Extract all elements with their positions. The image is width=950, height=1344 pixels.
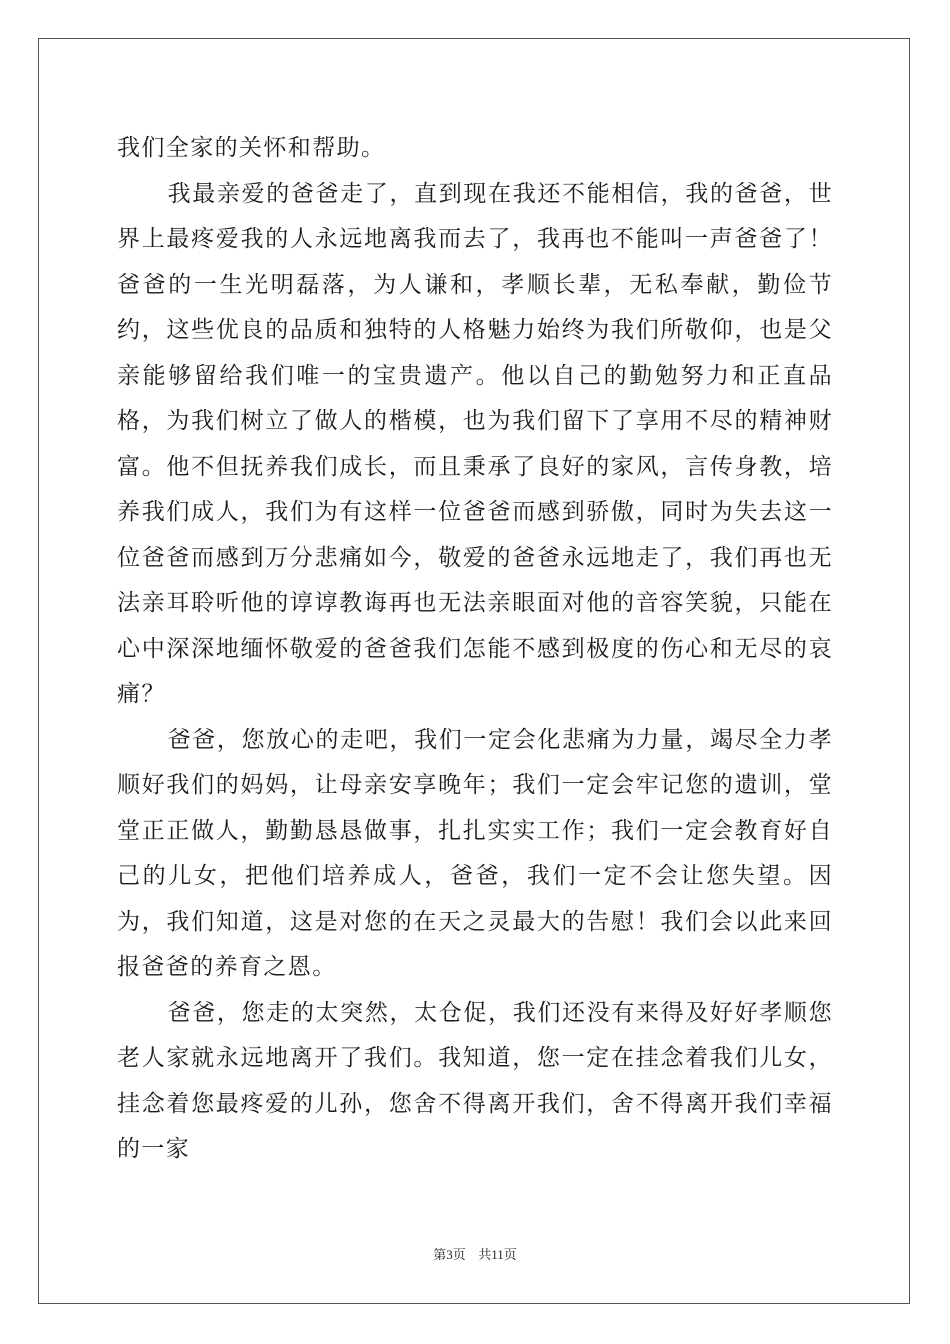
document-body [117,126,833,1173]
paragraph: 爸爸，您放心的走吧，我们一定会化悲痛为力量，竭尽全力孝顺好我们的妈妈，让母亲安享晚年；我们一定会牢记您的遗训，堂堂正正做人，勤勤恳恳做事，扎扎实实工作；我们一定会教育好自己的儿女，把他们培养成人，爸爸，我们一定不会让您失望。因为，我们知道，这是对您的在天之灵最大的告慰！我们会以此来回报爸爸的养育之恩。 [117,726,833,980]
page-total: 共11页 [478,1247,517,1262]
paragraph-continuation: 我们全家的关怀和帮助。 [117,135,386,161]
paragraph: 我最亲爱的爸爸走了，直到现在我还不能相信，我的爸爸，世界上最疼爱我的人永远地离我而去了，我再也不能叫一声爸爸了！爸爸的一生光明磊落，为人谦和，孝顺长辈，无私奉献，勤俭节约，这些优良的品质和独特的人格魅力始终为我们所敬仰，也是父亲能够留给我们唯一的宝贵遗产。他以自己的勤勉努力和正直品格，为我们树立了做人的楷模，也为我们留下了享用不尽的精神财富。他不但抚养我们成长，而且秉承了良好的家风，言传身教，培养我们成人，我们为有这样一位爸爸而感到骄傲，同时为失去这一位爸爸而感到万分悲痛如今，敬爱的爸爸永远地走了，我们再也无法亲耳聆听他的谆谆教诲再也无法亲眼面对他的音容笑貌，只能在心中深深地缅怀敬爱的爸爸我们怎能不感到极度的伤心和无尽的哀痛？ [117,180,833,707]
paragraph: 爸爸，您走的太突然，太仓促，我们还没有来得及好好孝顺您老人家就永远地离开了我们。我知道，您一定在挂念着我们儿女，挂念着您最疼爱的儿孙，您舍不得离开我们，舍不得离开我们幸福的一家 [117,999,833,1162]
page-footer [0,1244,950,1263]
page-number: 第3页 [433,1247,466,1262]
